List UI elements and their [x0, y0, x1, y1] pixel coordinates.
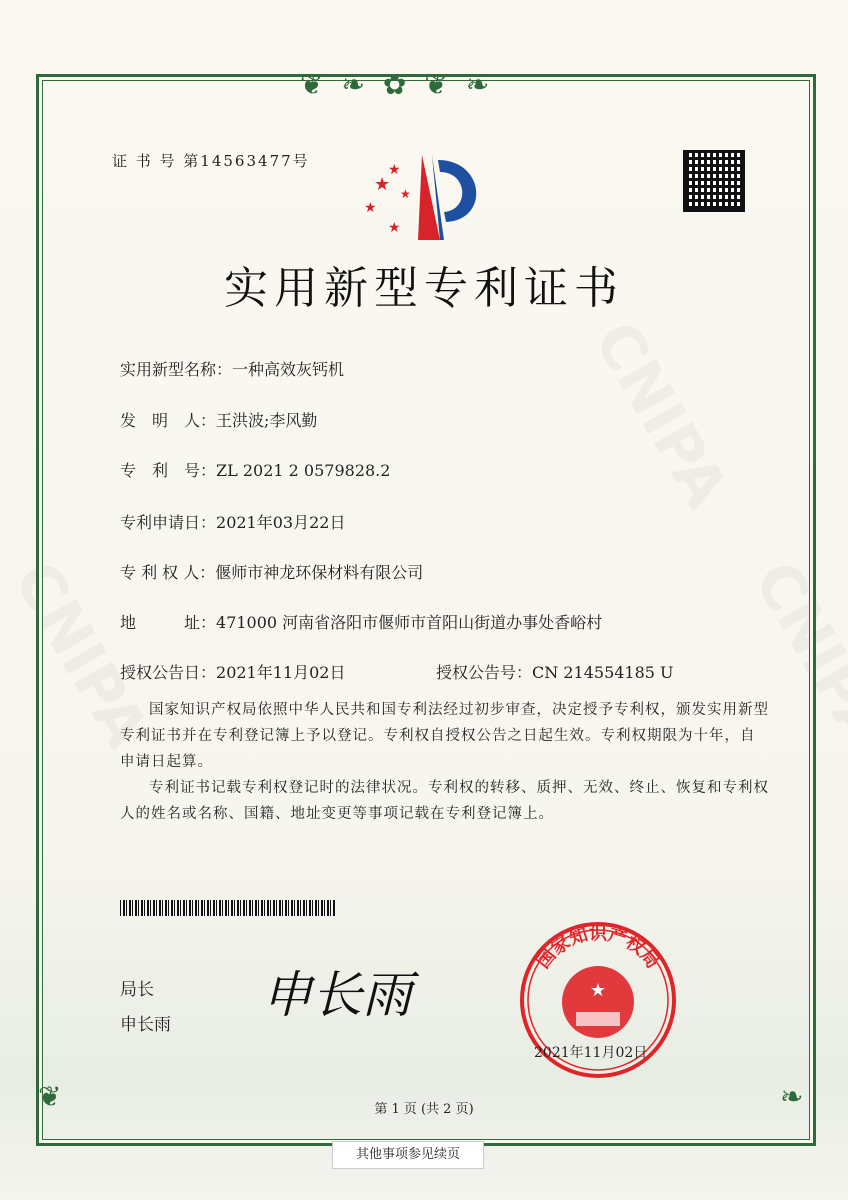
field-label: 专 利 权 人： — [120, 563, 216, 582]
field-label: 地 址： — [120, 613, 217, 632]
svg-text:★: ★ — [589, 980, 607, 1001]
seal-date: 2021年11月02日 — [534, 1045, 648, 1061]
svg-text:★: ★ — [364, 200, 377, 216]
field-value: 一种高效灰钙机 — [232, 360, 345, 379]
field-label: 授权公告号： — [436, 663, 533, 682]
field-label: 发 明 人： — [120, 411, 217, 430]
field-label: 专利申请日： — [120, 513, 217, 532]
cnipa-logo — [360, 150, 490, 245]
field-application-date — [120, 510, 345, 533]
field-patent-number — [120, 458, 390, 481]
paragraph: 国家知识产权局依照中华人民共和国专利法经过初步审查，决定授予专利权，颁发实用新型专利证书并在专利登记簿上予以登记。专利权自授权公告之日起生效。专利权期限为十年，自申请日起算。 — [120, 702, 769, 770]
signatory-title: 局长 — [120, 980, 154, 1000]
field-patentee — [120, 560, 423, 583]
field-label: 专 利 号： — [120, 461, 217, 480]
ornament-bottom-left: ❦ — [38, 1080, 62, 1113]
continuation-note: 其他事项参见续页 — [332, 1141, 484, 1169]
field-label: 授权公告日： — [120, 663, 217, 682]
svg-text:★: ★ — [388, 220, 401, 236]
svg-text:★: ★ — [400, 187, 411, 201]
ornament-top: ❦❧✿❦❧ — [300, 68, 508, 101]
handwritten-signature: 申长雨 — [262, 966, 412, 1024]
svg-text:★: ★ — [374, 174, 391, 195]
seal-text: 国家知识产权局 — [532, 923, 664, 973]
field-grant-date — [120, 660, 345, 683]
signatory-name: 申长雨 — [120, 1015, 171, 1035]
field-announcement-number — [436, 660, 674, 683]
field-inventor — [120, 408, 317, 431]
field-value: ZL 2021 2 0579828.2 — [216, 461, 391, 480]
certificate-statement — [120, 697, 770, 827]
ornament-bottom-right: ❧ — [780, 1080, 804, 1113]
field-address — [120, 610, 602, 633]
certificate-title: 实用新型专利证书 — [224, 263, 624, 314]
svg-text:★: ★ — [388, 162, 401, 178]
field-value: 偃师市神龙环保材料有限公司 — [215, 563, 424, 582]
barcode — [120, 900, 335, 916]
svg-text:国家知识产权局 — [533, 923, 663, 973]
field-name — [120, 357, 344, 380]
qr-code — [683, 150, 745, 212]
field-value: 2021年03月22日 — [216, 513, 346, 532]
field-value: 471000 河南省洛阳市偃师市首阳山街道办事处香峪村 — [216, 613, 603, 632]
page-indicator: 第 1 页 (共 2 页) — [374, 1102, 474, 1117]
paragraph: 专利证书记载专利权登记时的法律状况。专利权的转移、质押、无效、终止、恢复和专利权人的姓名或名称、国籍、地址变更等事项记载在专利登记簿上。 — [120, 780, 769, 822]
field-value: CN 214554185 U — [532, 663, 674, 682]
field-value: 2021年11月02日 — [216, 663, 346, 682]
field-label: 实用新型名称： — [120, 360, 233, 379]
certificate-number: 证 书 号 第14563477号 — [112, 152, 310, 170]
field-value: 王洪波;李风勤 — [216, 411, 318, 430]
